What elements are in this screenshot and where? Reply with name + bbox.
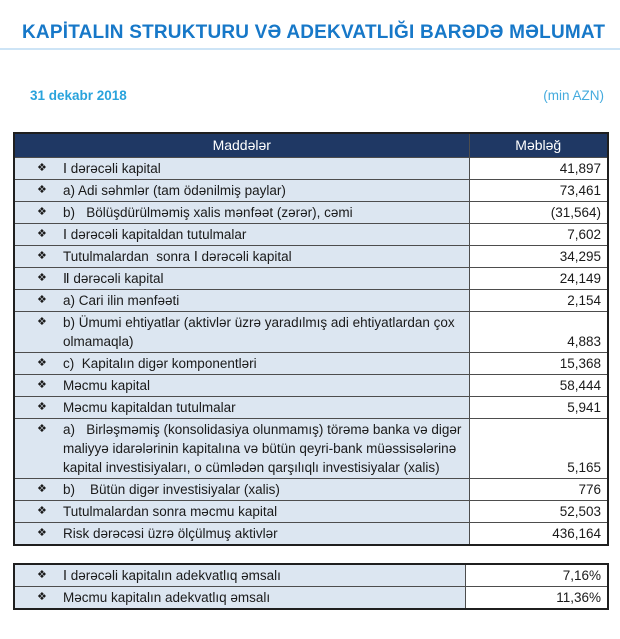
row-label: c) Kapitalın digər komponentləri <box>63 356 257 371</box>
table-row <box>14 419 608 479</box>
adequacy-ratios-table <box>13 563 609 610</box>
table-row <box>14 501 608 523</box>
page-title: KAPİTALIN STRUKTURU VƏ ADEKVATLIĞI BARƏDƏ MƏLUMAT <box>22 22 606 43</box>
row-value: 24,149 <box>469 268 608 290</box>
diamond-bullet-icon: ❖ <box>37 162 47 174</box>
row-value: 7,16% <box>465 564 608 587</box>
meta-row <box>30 88 604 103</box>
row-label: Məcmu kapitaldan tutulmalar <box>63 400 236 415</box>
table-row <box>14 587 608 610</box>
row-value: 5,165 <box>469 419 608 479</box>
row-label: Ⅱ dərəcəli kapital <box>63 271 164 286</box>
row-label: b) Ümumi ehtiyatlar (aktivlər üzrə yaradılmış adi ehtiyatlardan çox olmamaqla) <box>63 315 459 349</box>
column-header-amount: Məbləğ <box>469 133 608 158</box>
table-row <box>14 523 608 546</box>
row-value: 5,941 <box>469 397 608 419</box>
table-row <box>14 375 608 397</box>
diamond-bullet-icon: ❖ <box>37 591 47 603</box>
table-row <box>14 180 608 202</box>
row-label: Ⅰ dərəcəli kapital <box>63 161 161 176</box>
row-label: Məcmu kapitalın adekvatlıq əmsalı <box>63 590 271 605</box>
table-row <box>14 397 608 419</box>
table-row <box>14 290 608 312</box>
unit-note: (min AZN) <box>543 88 604 103</box>
row-label: a) Adi səhmlər (tam ödənilmiş paylar) <box>63 183 286 198</box>
row-label: b) Bölüşdürülməmiş xalis mənfəət (zərər), cəmi <box>63 205 353 220</box>
table-row <box>14 268 608 290</box>
diamond-bullet-icon: ❖ <box>37 569 47 581</box>
row-value: 41,897 <box>469 158 608 180</box>
diamond-bullet-icon: ❖ <box>37 483 47 495</box>
table-header-row <box>14 133 608 158</box>
diamond-bullet-icon: ❖ <box>37 228 47 240</box>
table-row <box>14 224 608 246</box>
row-label: Tutulmalardan sonra Ⅰ dərəcəli kapital <box>63 249 292 264</box>
row-value: 2,154 <box>469 290 608 312</box>
row-value: 776 <box>469 479 608 501</box>
table-row <box>14 353 608 375</box>
row-value: 34,295 <box>469 246 608 268</box>
report-date: 31 dekabr 2018 <box>30 88 127 103</box>
diamond-bullet-icon: ❖ <box>37 401 47 413</box>
diamond-bullet-icon: ❖ <box>37 357 47 369</box>
diamond-bullet-icon: ❖ <box>37 527 47 539</box>
table-row <box>14 246 608 268</box>
title-underline <box>0 48 620 50</box>
row-value: 436,164 <box>469 523 608 546</box>
table-row <box>14 564 608 587</box>
row-label: b) Bütün digər investisiyalar (xalis) <box>63 482 280 497</box>
row-label: Məcmu kapital <box>63 378 151 393</box>
table-row <box>14 479 608 501</box>
diamond-bullet-icon: ❖ <box>37 505 47 517</box>
row-label: a) Birləşməmiş (konsolidasiya olunmamış) törəmə banka və digər maliyyə idarələrinin kapitalına və bütün qeyri-bank müəssisələrinə kapital investisiyaları, o cümlədən qarşılıqlı investisiyalar (xalis) <box>63 422 466 475</box>
diamond-bullet-icon: ❖ <box>37 379 47 391</box>
row-value: 4,883 <box>469 312 608 353</box>
diamond-bullet-icon: ❖ <box>37 316 47 328</box>
table-row <box>14 158 608 180</box>
diamond-bullet-icon: ❖ <box>37 272 47 284</box>
diamond-bullet-icon: ❖ <box>37 250 47 262</box>
row-value: 11,36% <box>465 587 608 610</box>
row-value: 58,444 <box>469 375 608 397</box>
diamond-bullet-icon: ❖ <box>37 184 47 196</box>
capital-structure-table <box>13 132 609 546</box>
row-label: Ⅰ dərəcəli kapitalın adekvatlıq əmsalı <box>63 568 281 583</box>
table-row <box>14 202 608 224</box>
row-label: Ⅰ dərəcəli kapitaldan tutulmalar <box>63 227 247 242</box>
diamond-bullet-icon: ❖ <box>37 206 47 218</box>
table-row <box>14 312 608 353</box>
diamond-bullet-icon: ❖ <box>37 294 47 306</box>
diamond-bullet-icon: ❖ <box>37 423 47 435</box>
row-value: 15,368 <box>469 353 608 375</box>
row-value: 7,602 <box>469 224 608 246</box>
row-value: 52,503 <box>469 501 608 523</box>
row-label: Risk dərəcəsi üzrə ölçülmuş aktivlər <box>63 526 278 541</box>
row-value: (31,564) <box>469 202 608 224</box>
column-header-items: Maddələr <box>14 133 469 158</box>
row-label: a) Cari ilin mənfəəti <box>63 293 180 308</box>
row-label: Tutulmalardan sonra məcmu kapital <box>63 504 278 519</box>
row-value: 73,461 <box>469 180 608 202</box>
